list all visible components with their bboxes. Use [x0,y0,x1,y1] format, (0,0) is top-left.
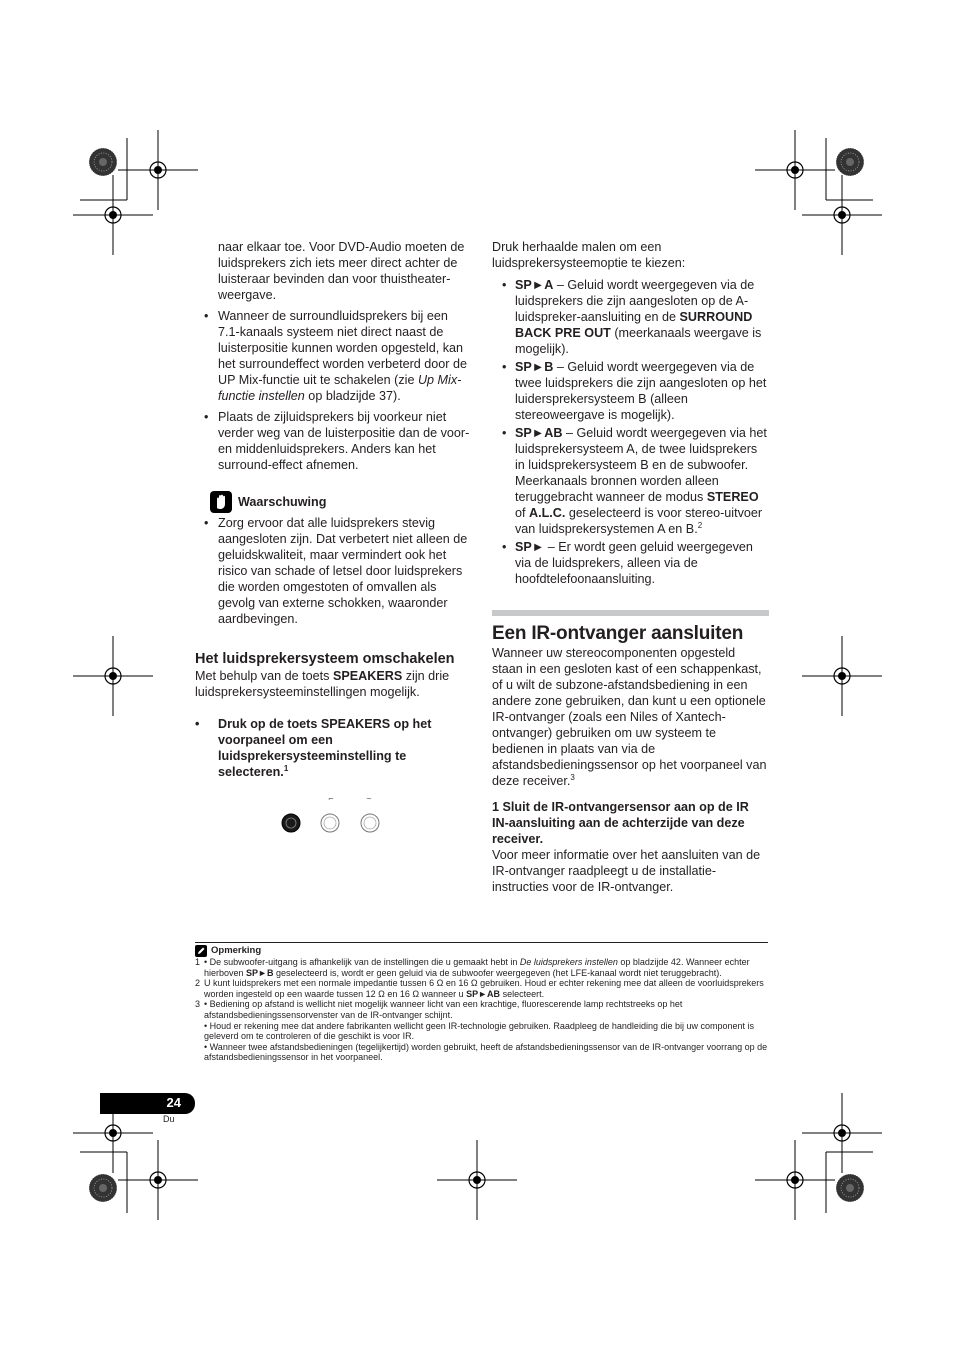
note-pencil-icon [195,945,207,957]
ir-step-text: Voor meer informatie over het aansluiten van de IR-ontvanger raadpleegt u de installatie-instructies voor de IR-ontvanger. [492,848,761,894]
step-press-speakers: • Druk op de toets SPEAKERS op het voorpaneel om een luidsprekersysteeminstelling te selecteren.$^1$ [195,717,432,779]
step-connect-ir: 1 Sluit de IR-ontvangersensor aan op de IR IN-aansluiting aan de achterzijde van deze receiver. [492,800,749,846]
warning-hand-icon [210,491,232,513]
svg-text:⌐: ⌐ [328,795,334,803]
right-column [492,239,769,895]
section-heading-ir: Een IR-ontvanger aansluiten [492,623,744,644]
bullet-side-speakers: • Plaats de zijluidsprekers bij voorkeur niet verder weg van de luisterpositie dan de voor- en middenluidsprekers. Anders kan het surround-effect afnemen. [195,409,470,473]
footnote-3: 3 • Bediening op afstand is wellicht niet mogelijk wanneer licht van een krachtige, fluorescerende lamp rechtstreeks op het afstandsbedieningssensorvenster van de IR-ontvanger schijnt. [195,999,683,1020]
warning-heading: Waarschuwing [210,491,470,513]
page-number-tab [100,1093,195,1114]
option-sp-ab: • SP►AB – Geluid wordt weergegeven via het luidsprekersysteem A, de twee luidsprekers in luidsprekersysteem B en de subwoofer. Meerkanaals bronnen worden alleen teruggebracht wanneer de modus STEREO of A.L.C. geselecteerd is voor stereo-uitvoer van luidsprekersystemen A en B.$^2$ [492,425,769,537]
bullet-surround: • Wanneer de surroundluidsprekers bij een 7.1-kanaals systeem niet direct naast de luisterpositie kunnen worden opgesteld, kan het surroundeffect worden verbeterd door de UP Mix-functie uit te schakelen (zie Up Mix-functie instellen op bladzijde 37). [195,308,470,404]
speakers-paragraph: Met behulp van de toets SPEAKERS zijn drie luidsprekersysteeminstellingen mogelijk. [195,669,450,699]
intro-text: naar elkaar toe. Voor DVD-Audio moeten de luidsprekers zich iets meer direct achter de luisteraar bevinden dan voor thuistheater-weergave. [218,240,465,302]
page-language: Du [163,1114,175,1124]
footnote-3c: • Wanneer twee afstandsbedieningen (tegelijkertijd) worden gebruikt, heeft de afstandsbedieningssensor van de IR-ontvanger voorrang op de afstandsbedieningssensor in het voorpaneel. [204,1041,768,1063]
warning-text: • Zorg ervoor dat alle luidsprekers stevig aangesloten zijn. Dat verbetert niet alleen de geluidskwaliteit, maar vermindert ook het risico van schade of letsel door luidsprekers die worden omgestoten of omvallen als gevolg van externe schokken, waaronder aardbevingen. [195,515,470,627]
svg-text:~: ~ [366,795,372,803]
footnote-1: 1 • De subwoofer-uitgang is afhankelijk van de instellingen die u gemaakt hebt in De luidsprekers instellen op bladzijde 42. Wanneer echter hierboven SP►B geselecteerd is, wordt er geen geluid via de subwoofer weergegeven (het LFE-kanaal wordt niet teruggebracht). [195,957,750,978]
option-sp-a: • SP►A – Geluid wordt weergegeven via de luidsprekers die zijn aangesloten op de A-luidspreker-aansluiting en de SURROUND BACK PRE OUT (meerkanaals weergave is mogelijk). [492,277,769,357]
left-column [195,239,470,854]
page-number: 24 [166,1095,181,1110]
footnotes [195,942,768,1063]
front-panel-buttons [195,794,470,854]
speaker-buttons-illustration [195,794,470,854]
note-heading: Opmerking [195,945,768,957]
footnote-2: 2 U kunt luidsprekers met een normale impedantie tussen 6 Ω en 16 Ω gebruiken. Houd er echter rekening mee dat alleen de voorluidsprekers worden ingesteld op een waarde tussen 12 Ω en 16 Ω wanneer u SP►AB selecteert. [195,978,764,999]
footnote-3b: • Houd er rekening mee dat andere fabrikanten wellicht geen IR-technologie gebruiken. Raadpleeg de handleiding die bij uw component is geleverd om te controleren of die geschikt is voor IR. [204,1020,755,1042]
ir-paragraph: Wanneer uw stereocomponenten opgesteld staan in een gesloten kast of een schappenkast, of u wilt de subzone-afstandsbediening in een andere zone gebruiken, dan kunt u een optionele IR-ontvanger (zoals een Niles of Xantech-ontvanger) gebruiken om uw systeem te bedienen in plaats van via de afstandsbedieningssensor op het voorpaneel van deze receiver.$^3$ [492,646,767,788]
option-sp-off: • SP► – Er wordt geen geluid weergegeven via de luidsprekers, alleen via de hoofdtelefoonaansluiting. [492,539,769,587]
options-intro: Druk herhaalde malen om een luidsprekersysteemoptie te kiezen: [492,240,686,270]
section-heading-speakers: Het luidsprekersysteem omschakelen [195,651,455,667]
option-sp-b: • SP►B – Geluid wordt weergegeven via de twee luidsprekers die zijn aangesloten op het luidersprekersysteem B (alleen stereoweergave is mogelijk). [492,359,769,423]
section-divider-bar [492,610,769,616]
